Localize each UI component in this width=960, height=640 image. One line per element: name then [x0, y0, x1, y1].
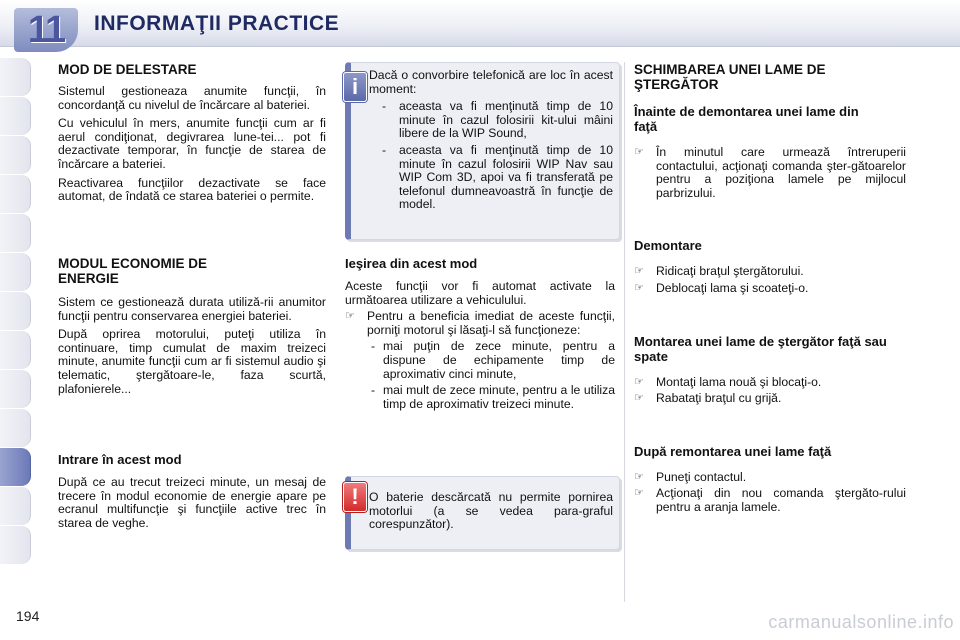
- warning-note: [345, 476, 620, 550]
- left-column: [58, 62, 326, 209]
- info-note: [345, 62, 620, 240]
- chapter-tab[interactable]: [0, 409, 31, 447]
- subsection-title: Demontare: [634, 238, 702, 254]
- list-text: mai puţin de zece minute, pentru a dispune de echipamente timp de aproximativ cinci minute,: [383, 339, 615, 381]
- list-text: Montaţi lama nouă şi blocaţi-o.: [656, 374, 822, 389]
- list-text: Pentru a beneficia imediat de aceste funcţii, porniţi motorul şi lăsaţi-l să funcţioneze:: [367, 309, 615, 337]
- list-item: [634, 146, 906, 200]
- dash-marker: -: [381, 99, 387, 114]
- chapter-badge: 11: [14, 8, 78, 52]
- pointing-hand-icon: ☞: [634, 470, 644, 483]
- list-item: [367, 384, 615, 411]
- chapter-tab[interactable]: [0, 292, 31, 330]
- section-title-exit: Ieşirea din acest mod: [345, 256, 478, 271]
- paragraph: Reactivarea funcţiilor dezactivate se face automat, de îndată ce starea bateriei o permite.: [58, 175, 326, 204]
- list-text: Deblocaţi lama şi scoateţi-o.: [656, 280, 809, 295]
- section-title-wiper-blade: SCHIMBAREA UNEI LAME DE ŞTERGĂTOR: [634, 62, 826, 92]
- chapter-tab[interactable]: [0, 175, 31, 213]
- list-text: Ridicaţi braţul ştergătorului.: [656, 264, 804, 279]
- paragraph: Sistemul gestioneaza anumite funcţii, în concordanţă cu nivelul de încărcare al bateriei.: [58, 84, 326, 112]
- paragraph: Sistem ce gestionează durata utiliză-rii anumitor funcţii pentru conservarea energiei bateriei.: [58, 295, 326, 323]
- dash-marker: -: [381, 142, 387, 157]
- list-text: Puneţi contactul.: [656, 469, 747, 484]
- chapter-tab[interactable]: [0, 331, 31, 369]
- note-list-item: [369, 144, 613, 212]
- column-divider: [624, 62, 625, 602]
- info-icon: i: [343, 72, 367, 102]
- chapter-tab-active[interactable]: [0, 448, 31, 486]
- section-title-energy-economy: MODUL ECONOMIE DE ENERGIE: [58, 256, 208, 286]
- chapter-tab[interactable]: [0, 526, 31, 564]
- page-title: INFORMAŢII PRACTICE: [94, 12, 340, 35]
- chapter-tab[interactable]: [0, 97, 31, 135]
- list-text: În minutul care urmează întreruperii contactului, acţionaţi comanda şter-gătoarelor pentru a poziţiona lamele pe mijlocul parbrizului.: [656, 145, 906, 200]
- warning-icon: !: [343, 482, 367, 512]
- list-item: [634, 392, 906, 406]
- note-list-item: [369, 100, 613, 141]
- left-column-entry: [58, 452, 326, 535]
- pointing-hand-icon: ☞: [634, 487, 644, 500]
- right-column: [634, 62, 906, 518]
- page-number: 194: [16, 608, 40, 624]
- paragraph: După oprirea motorului, puteţi utiliza în continuare, timp cumulat de maxim treizeci minute, anumite funcţii cum ar fi sistemul audio şi telematic, ştergătoare-le, faza scurtă, plafonierele...: [58, 327, 326, 396]
- paragraph: Cu vehiculul în mers, anumite funcţii cum ar fi aerul condiţionat, degivrarea lune-tei... pot fi dezactivate temporar, în funcţie de starea de încărcare a bateriei.: [58, 116, 326, 171]
- pointing-hand-icon: ☞: [345, 310, 355, 323]
- left-column-energy: [58, 256, 326, 401]
- chapter-tabs: [0, 58, 32, 565]
- paragraph: După ce au trecut treizeci minute, un mesaj de trecere în modul economie de energie apare pe ecranul multifuncţie şi funcţiile active trec în starea de veghe.: [58, 475, 326, 530]
- section-title-entry: Intrare în acest mod: [58, 452, 182, 467]
- paragraph: Aceste funcţii vor fi automat activate la următoarea utilizare a vehiculului.: [345, 279, 615, 307]
- pointing-hand-icon: ☞: [634, 375, 644, 388]
- note-list-text: aceasta va fi menţinută timp de 10 minute în cazul folosirii kit-ului mâini libere de la WIP Sound,: [399, 99, 613, 141]
- note-intro: Dacă o convorbire telefonică are loc în acest moment:: [369, 68, 613, 96]
- list-text: Acţionaţi din nou comanda ştergăto-rului pentru a aranja lamele.: [656, 486, 906, 514]
- chapter-tab[interactable]: [0, 214, 31, 252]
- chapter-tab[interactable]: [0, 58, 31, 96]
- chapter-tab[interactable]: [0, 487, 31, 525]
- chapter-tab[interactable]: [0, 136, 31, 174]
- list-item: [634, 471, 906, 485]
- dash-marker: -: [370, 383, 376, 398]
- pointing-hand-icon: ☞: [634, 265, 644, 278]
- subsection-title: Montarea unei lame de ştergător faţă sau spate: [634, 333, 887, 364]
- list-item: [634, 487, 906, 514]
- dash-marker: -: [370, 339, 376, 354]
- list-text: mai mult de zece minute, pentru a le utiliza timp de aproximativ treizeci minute.: [383, 383, 615, 411]
- subsection-title: Înainte de demontarea unei lame din faţă: [634, 104, 859, 134]
- list-item: [634, 376, 906, 390]
- warning-text: O baterie descărcată nu permite pornirea motorlui (a se vedea para-graful corespunzător).: [369, 490, 613, 532]
- chapter-tab[interactable]: [0, 253, 31, 291]
- section-title-load-shedding: MOD DE DELESTARE: [58, 62, 197, 77]
- pointing-hand-icon: ☞: [634, 392, 644, 405]
- list-item: [367, 340, 615, 381]
- watermark: carmanualsonline.info: [768, 612, 954, 632]
- pointing-hand-icon: ☞: [634, 281, 644, 294]
- chapter-tab[interactable]: [0, 370, 31, 408]
- list-item: [634, 265, 906, 279]
- subsection-title: După remontarea unei lame faţă: [634, 443, 832, 459]
- list-item: [345, 310, 615, 337]
- list-text: Rabataţi braţul cu grijă.: [656, 391, 782, 406]
- note-list-text: aceasta va fi menţinută timp de 10 minute în cazul folosirii WIP Nav sau WIP Com 3D, apoi va fi transferată pe telefonul dumneavoastră în funcţie de model.: [399, 142, 613, 212]
- pointing-hand-icon: ☞: [634, 146, 644, 158]
- middle-column: [345, 256, 615, 414]
- list-item: [634, 282, 906, 296]
